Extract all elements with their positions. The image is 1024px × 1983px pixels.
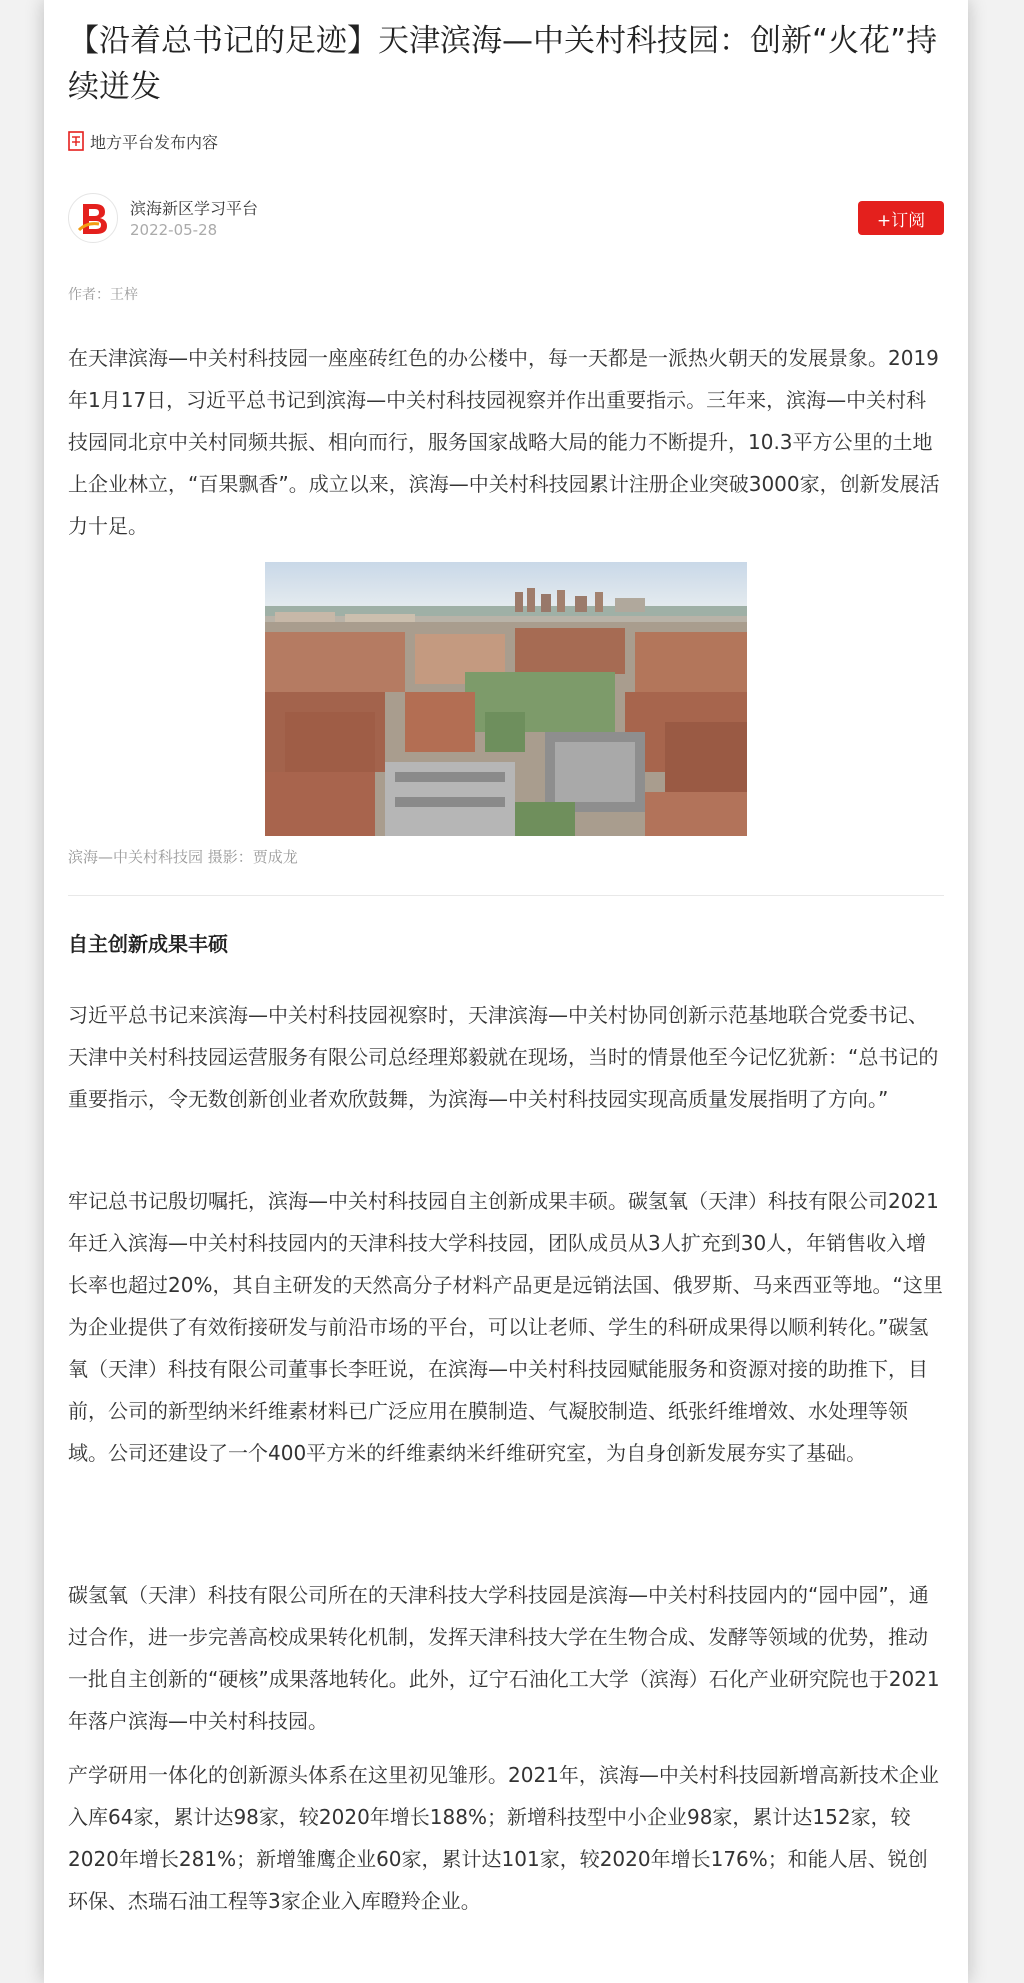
article-paragraph-4: 碳氢氧（天津）科技有限公司所在的天津科技大学科技园是滨海—中关村科技园内的“园中园”，通过合作，进一步完善高校成果转化机制，发挥天津科技大学在生物合成、发酵等领域的优势，推动一批自主创新的“硬核”成果落地转化。此外，辽宁石油化工大学（滨海）石化产业研究院也于2021年落户滨海—中关村科技园。 [68, 1583, 940, 1733]
author-byline: 作者：王梓 [68, 287, 138, 303]
publish-date: 2022-05-28 [130, 221, 218, 239]
source-tag-label: 地方平台发布内容 [90, 132, 219, 152]
subscribe-button[interactable]: +订阅 [858, 201, 944, 235]
article-page [44, 0, 968, 1983]
article-paragraph-2: 习近平总书记来滨海—中关村科技园视察时，天津滨海—中关村协同创新示范基地联合党委书记、天津中关村科技园运营服务有限公司总经理郑毅就在现场，当时的情景他至今记忆犹新：“总书记的重要指示，令无数创新创业者欢欣鼓舞，为滨海—中关村科技园实现高质量发展指明了方向。” [68, 1003, 939, 1111]
article-paragraph-1: 在天津滨海—中关村科技园一座座砖红色的办公楼中，每一天都是一派热火朝天的发展景象。2019年1月17日，习近平总书记到滨海—中关村科技园视察并作出重要指示。三年来，滨海—中关村科技园同北京中关村同频共振、相向而行，服务国家战略大局的能力不断提升，10.3平方公里的土地上企业林立，“百果飘香”。成立以来，滨海—中关村科技园累计注册企业突破3000家，创新发展活力十足。 [68, 346, 940, 538]
section-divider [68, 895, 944, 896]
article-paragraph-3: 牢记总书记殷切嘱托，滨海—中关村科技园自主创新成果丰硕。碳氢氧（天津）科技有限公司2021年迁入滨海—中关村科技园内的天津科技大学科技园，团队成员从3人扩充到30人，年销售收入增长率也超过20%，其自主研发的天然高分子材料产品更是远销法国、俄罗斯、马来西亚等地。“这里为企业提供了有效衔接研发与前沿市场的平台，可以让老师、学生的科研成果得以顺利转化。”碳氢氧（天津）科技有限公司董事长李旺说，在滨海—中关村科技园赋能服务和资源对接的助推下，目前，公司的新型纳米纤维素材料已广泛应用在膜制造、气凝胶制造、纸张纤维增效、水处理等领域。公司还建设了一个400平方米的纤维素纳米纤维研究室，为自身创新发展夯实了基础。 [68, 1189, 943, 1465]
section-heading: 自主创新成果丰硕 [68, 932, 228, 956]
document-tag-icon [68, 131, 84, 151]
publisher-avatar[interactable] [68, 193, 118, 243]
article-title: 【沿着总书记的足迹】天津滨海—中关村科技园：创新“火花”持续迸发 [68, 23, 938, 105]
publisher-name[interactable]: 滨海新区学习平台 [130, 199, 259, 218]
article-photo[interactable] [265, 562, 747, 836]
photo-caption: 滨海—中关村科技园 摄影：贾成龙 [68, 848, 298, 866]
publisher-logo-icon [69, 194, 117, 242]
article-paragraph-5: 产学研用一体化的创新源头体系在这里初见雏形。2021年，滨海—中关村科技园新增高新技术企业入库64家，累计达98家，较2020年增长188%；新增科技型中小企业98家，累计达152家，较2020年增长281%；新增雏鹰企业60家，累计达101家，较2020年增长176%；和能人居、锐创环保、杰瑞石油工程等3家企业入库瞪羚企业。 [68, 1763, 939, 1913]
science-park-aerial-photo [265, 562, 747, 836]
publisher-row [68, 193, 944, 245]
source-tag [68, 128, 218, 154]
